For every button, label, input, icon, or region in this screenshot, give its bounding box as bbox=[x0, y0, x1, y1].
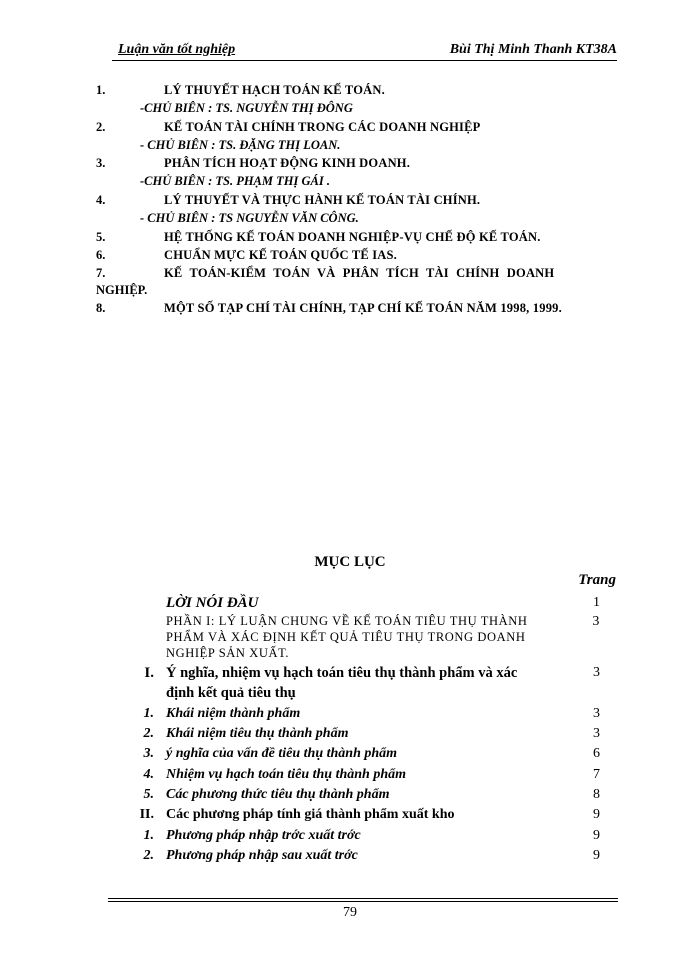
toc-row-section-I bbox=[110, 665, 600, 705]
ref-4-author: - CHỦ BIÊN : TS NGUYỄN VĂN CÔNG. bbox=[140, 211, 359, 225]
ref-3-author: -CHỦ BIÊN : TS. PHẠM THỊ GÁI . bbox=[140, 174, 330, 188]
toc-row-page: 3 bbox=[593, 726, 600, 741]
toc-row-page: 9 bbox=[593, 807, 600, 822]
toc-title: MỤC LỤC bbox=[314, 554, 386, 570]
toc-row-section-II bbox=[110, 807, 600, 827]
toc-row-page: 3 bbox=[592, 614, 600, 629]
toc-row-number: 2. bbox=[143, 848, 154, 863]
toc-row-1-4 bbox=[110, 767, 600, 787]
toc-row-text: ý nghĩa của vấn đề tiêu thụ thành phẩm bbox=[166, 746, 398, 761]
toc-row-1-1 bbox=[110, 706, 600, 726]
toc-row-text: Phương pháp nhập sau xuất trớc bbox=[166, 848, 358, 863]
ref-4-title: LÝ THUYẾT VÀ THỰC HÀNH KẾ TOÁN TÀI CHÍNH. bbox=[164, 193, 481, 207]
toc-row-number: II. bbox=[139, 807, 154, 822]
toc-row-number: 2. bbox=[143, 726, 154, 741]
ref-1-title: LÝ THUYẾT HẠCH TOÁN KẾ TOÁN. bbox=[164, 83, 385, 97]
toc-row-1-3 bbox=[110, 746, 600, 766]
toc-row-text: Khái niệm thành phẩm bbox=[166, 706, 301, 721]
running-header bbox=[112, 42, 617, 60]
ref-3-title: PHÂN TÍCH HOẠT ĐỘNG KINH DOANH. bbox=[164, 156, 411, 170]
toc-row-text-line3: NGHIỆP SẢN XUẤT. bbox=[166, 646, 290, 660]
toc-row-preface bbox=[110, 595, 600, 613]
toc-row-number: 1. bbox=[143, 828, 154, 843]
toc-row-text: Các phương pháp tính giá thành phẩm xuất kho bbox=[166, 807, 455, 822]
ref-2-author: - CHỦ BIÊN : TS. ĐẶNG THỊ LOAN. bbox=[140, 138, 341, 152]
ref-5-number: 5. bbox=[96, 230, 106, 244]
toc-row-page: 8 bbox=[593, 787, 600, 802]
header-thesis-label: Luận văn tốt nghiệp bbox=[118, 42, 236, 57]
ref-7-number: 7. bbox=[96, 266, 106, 280]
footer-rule-top bbox=[108, 898, 618, 899]
toc-row-number: 1. bbox=[143, 706, 154, 721]
toc-row-page: 9 bbox=[593, 828, 600, 843]
toc-row-page: 7 bbox=[593, 767, 600, 782]
header-author: Bùi Thị Minh Thanh KT38A bbox=[449, 42, 617, 57]
toc-row-text: Các phương thức tiêu thụ thành phẩm bbox=[166, 787, 390, 802]
toc-row-part-1 bbox=[110, 614, 600, 664]
ref-4-number: 4. bbox=[96, 193, 106, 207]
toc-row-page: 3 bbox=[593, 706, 600, 721]
toc-row-1-2 bbox=[110, 726, 600, 746]
toc-row-number: 5. bbox=[143, 787, 154, 802]
page-number: 79 bbox=[343, 905, 357, 920]
toc-row-1-5 bbox=[110, 787, 600, 807]
toc-row-page: 9 bbox=[593, 848, 600, 863]
toc-row-text-line2: định kết quả tiêu thụ bbox=[166, 685, 296, 701]
ref-1-author: -CHỦ BIÊN : TS. NGUYỄN THỊ ĐÔNG bbox=[140, 101, 353, 115]
toc-page-column-label: Trang bbox=[578, 572, 616, 588]
header-rule bbox=[112, 60, 617, 61]
toc-row-text-line1: PHẦN I: LÝ LUẬN CHUNG VỀ KẾ TOÁN TIÊU THỤ THÀNH bbox=[166, 614, 528, 628]
toc-row-text: Nhiệm vụ hạch toán tiêu thụ thành phẩm bbox=[166, 767, 407, 782]
toc-row-2-2 bbox=[110, 848, 600, 868]
toc-row-text-line2: PHẨM VÀ XÁC ĐỊNH KẾT QUẢ TIÊU THỤ TRONG DOANH bbox=[166, 630, 526, 644]
toc-row-2-1 bbox=[110, 828, 600, 848]
ref-8-title: MỘT SỐ TẠP CHÍ TÀI CHÍNH, TẠP CHÍ KẾ TOÁN NĂM 1998, 1999. bbox=[164, 301, 562, 315]
toc-row-number: 4. bbox=[143, 767, 154, 782]
ref-2-number: 2. bbox=[96, 120, 106, 134]
footer-rule-bottom bbox=[108, 901, 618, 902]
ref-2-title: KẾ TOÁN TÀI CHÍNH TRONG CÁC DOANH NGHIỆP bbox=[164, 120, 481, 134]
toc-row-number: 3. bbox=[143, 746, 154, 761]
toc-row-number: I. bbox=[144, 665, 154, 681]
toc-row-text: Phương pháp nhập trớc xuất trớc bbox=[166, 828, 361, 843]
ref-7-title-line1: KẾ TOÁN-KIỂM TOÁN VÀ PHÂN TÍCH TÀI CHÍNH DOANH bbox=[164, 266, 555, 280]
toc-row-text: LỜI NÓI ĐẦU bbox=[166, 595, 259, 611]
ref-8-number: 8. bbox=[96, 301, 106, 315]
toc-row-text-line1: Ý nghĩa, nhiệm vụ hạch toán tiêu thụ thành phẩm và xác bbox=[166, 665, 518, 681]
ref-1-number: 1. bbox=[96, 83, 106, 97]
ref-5-title: HỆ THỐNG KẾ TOÁN DOANH NGHIỆP-VỤ CHẾ ĐỘ KẾ TOÁN. bbox=[164, 230, 541, 244]
toc-row-page: 6 bbox=[593, 746, 600, 761]
toc-row-page: 1 bbox=[593, 595, 600, 610]
ref-7-title-line2: NGHIỆP. bbox=[96, 283, 148, 297]
ref-6-title: CHUẨN MỰC KẾ TOÁN QUỐC TẾ IAS. bbox=[164, 248, 397, 262]
toc-row-page: 3 bbox=[593, 665, 600, 680]
ref-3-number: 3. bbox=[96, 156, 106, 170]
ref-6-number: 6. bbox=[96, 248, 106, 262]
toc-row-text: Khái niệm tiêu thụ thành phẩm bbox=[166, 726, 349, 741]
